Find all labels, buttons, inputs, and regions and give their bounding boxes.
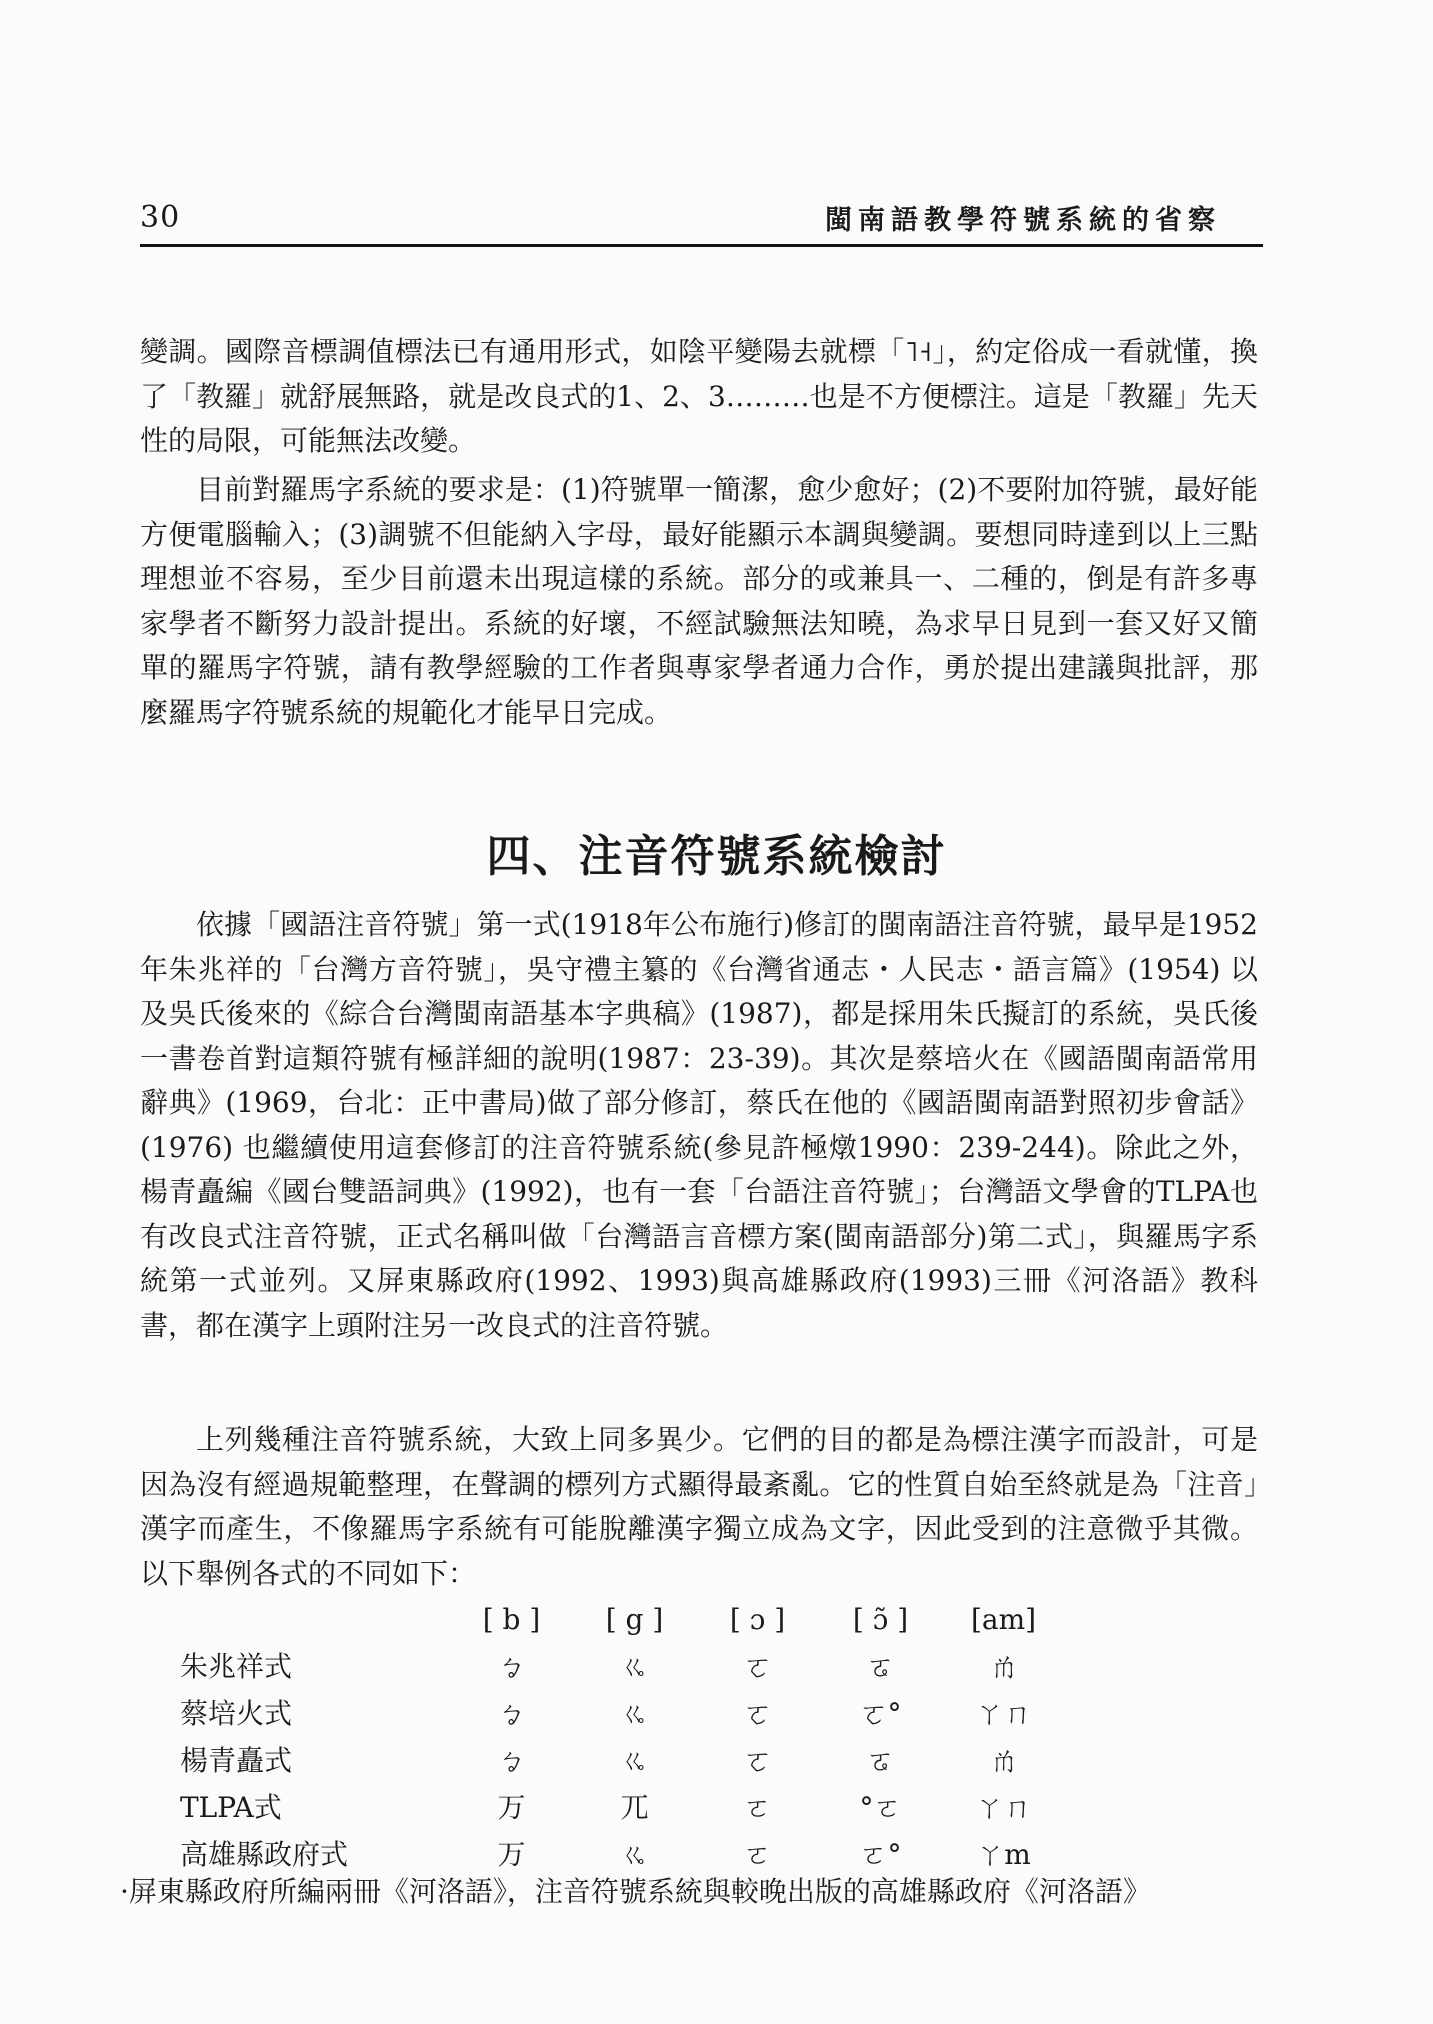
system-label: 楊青矗式 [180,1743,293,1777]
table-header-cell: [ ɔ ] [729,1602,786,1636]
symbol-cell: ㄛ [743,1790,772,1824]
symbol-cell: ㄚㄇ [975,1696,1032,1730]
system-label: 高雄縣政府式 [180,1837,349,1871]
symbol-cell: ㆣ [620,1743,649,1777]
table-header-cell: [ ɔ̃ ] [852,1602,909,1636]
table-row [180,1735,1065,1782]
symbol-cell: 万 [497,1790,526,1824]
symbol-cell: ㆠ [497,1649,526,1683]
symbol-cell: ㄛ° [859,1837,902,1871]
table-header-cell [180,1597,450,1641]
system-label: 朱兆祥式 [180,1649,293,1683]
symbol-cell: ㆦ° [859,1696,902,1730]
system-label: TLPA式 [180,1790,282,1824]
symbol-cell: ㆦ [743,1649,772,1683]
paragraph-1: 變調。國際音標調值標法已有通用形式，如陰平變陽去就標「˥˧」，約定俗成一看就懂，換了「教羅」就舒展無路，就是改良式的1、2、3………也是不方便標注。這是「教羅」先天性的局限，可能無法改變。 [140,335,1258,457]
symbol-cell: 万 [497,1837,526,1871]
paragraph-3: 依據「國語注音符號」第一式(1918年公布施行)修訂的閩南語注音符號，最早是1952年朱兆祥的「台灣方音符號」，吳守禮主纂的《台灣省通志・人民志・語言篇》(1954) 以及吳氏後來的《綜合台灣閩南語基本字典稿》(1987)，都是採用朱氏擬訂的系統，吳氏後一書卷首對這類符號有極詳細的說明(1987：23-39)。其次是蔡培火在《國語閩南語常用辭典》(1969，台北：正中書局)做了部分修訂，蔡氏在他的《國語閩南語對照初步會話》(1976) 也繼續使用這套修訂的注音符號系統(參見許極燉1990：239-244)。除此之外，楊青矗編《國台雙語詞典》(1992)，也有一套「台語注音符號」；台灣語文學會的TLPA也有改良式注音符號，正式名稱叫做「台灣語言音標方案(閩南語部分)第二式」，與羅馬字系統第一式並列。又屏東縣政府(1992、1993)與高雄縣政府(1993)三冊《河洛語》教科書，都在漢字上頭附注另一改良式的注音符號。 [140,908,1258,1342]
comparison-table [180,1597,1065,1876]
symbol-cell: ㆠ [497,1743,526,1777]
table-header-cell: [ g ] [605,1602,664,1636]
table-header-cell: [am] [970,1602,1037,1636]
symbol-cell: ㆠ [497,1696,526,1730]
table-row [180,1688,1065,1735]
symbol-cell: ㆰ [989,1743,1018,1777]
paragraph-2: 目前對羅馬字系統的要求是：(1)符號單一簡潔，愈少愈好；(2)不要附加符號，最好能方便電腦輸入；(3)調號不但能納入字母，最好能顯示本調與變調。要想同時達到以上三點理想並不容易，至少目前還未出現這樣的系統。部分的或兼具一、二種的，倒是有許多專家學者不斷努力設計提出。系統的好壞，不經試驗無法知曉，為求早日見到一套又好又簡單的羅馬字符號，請有教學經驗的工作者與專家學者通力合作，勇於提出建議與批評，那麼羅馬字符號系統的規範化才能早日完成。 [140,473,1258,729]
symbol-cell: ㄛ [743,1837,772,1871]
system-label: 蔡培火式 [180,1696,293,1730]
header-rule [140,244,1263,247]
symbol-cell: ㄚㄇ [975,1790,1032,1824]
running-title: 閩南語教學符號系統的省察 [825,205,1221,236]
page-number: 30 [140,200,181,235]
table-header-cell: [ b ] [482,1602,541,1636]
table-row [180,1641,1065,1688]
continuation-line: ·屏東縣政府所編兩冊《河洛語》，注音符號系統與較晚出版的高雄縣政府《河洛語》 [120,1875,1151,1908]
symbol-cell: ㆦ [743,1743,772,1777]
table-row [180,1829,1065,1876]
symbol-cell: ㆧ [866,1743,895,1777]
symbol-cell: ㆣ [620,1649,649,1683]
table-row [180,1782,1065,1829]
symbol-cell: ㄚm [976,1837,1031,1871]
paragraph-4: 上列幾種注音符號系統，大致上同多異少。它們的目的都是為標注漢字而設計，可是因為沒有經過規範整理，在聲調的標列方式顯得最紊亂。它的性質自始至終就是為「注音」漢字而產生，不像羅馬字系統有可能脫離漢字獨立成為文字，因此受到的注意微乎其微。以下舉例各式的不同如下： [140,1423,1258,1590]
symbol-cell: ㆧ [866,1649,895,1683]
symbol-cell: ㆣ [620,1837,649,1871]
symbol-cell: °ㄛ [859,1790,902,1824]
symbol-cell: ㆰ [989,1649,1018,1683]
section-title: 四、注音符號系統檢討 [486,831,947,882]
symbol-cell: ㄫ [620,1790,649,1824]
table-header-row [180,1597,1065,1641]
symbol-cell: ㆦ [743,1696,772,1730]
symbol-cell: ㆣ [620,1696,649,1730]
